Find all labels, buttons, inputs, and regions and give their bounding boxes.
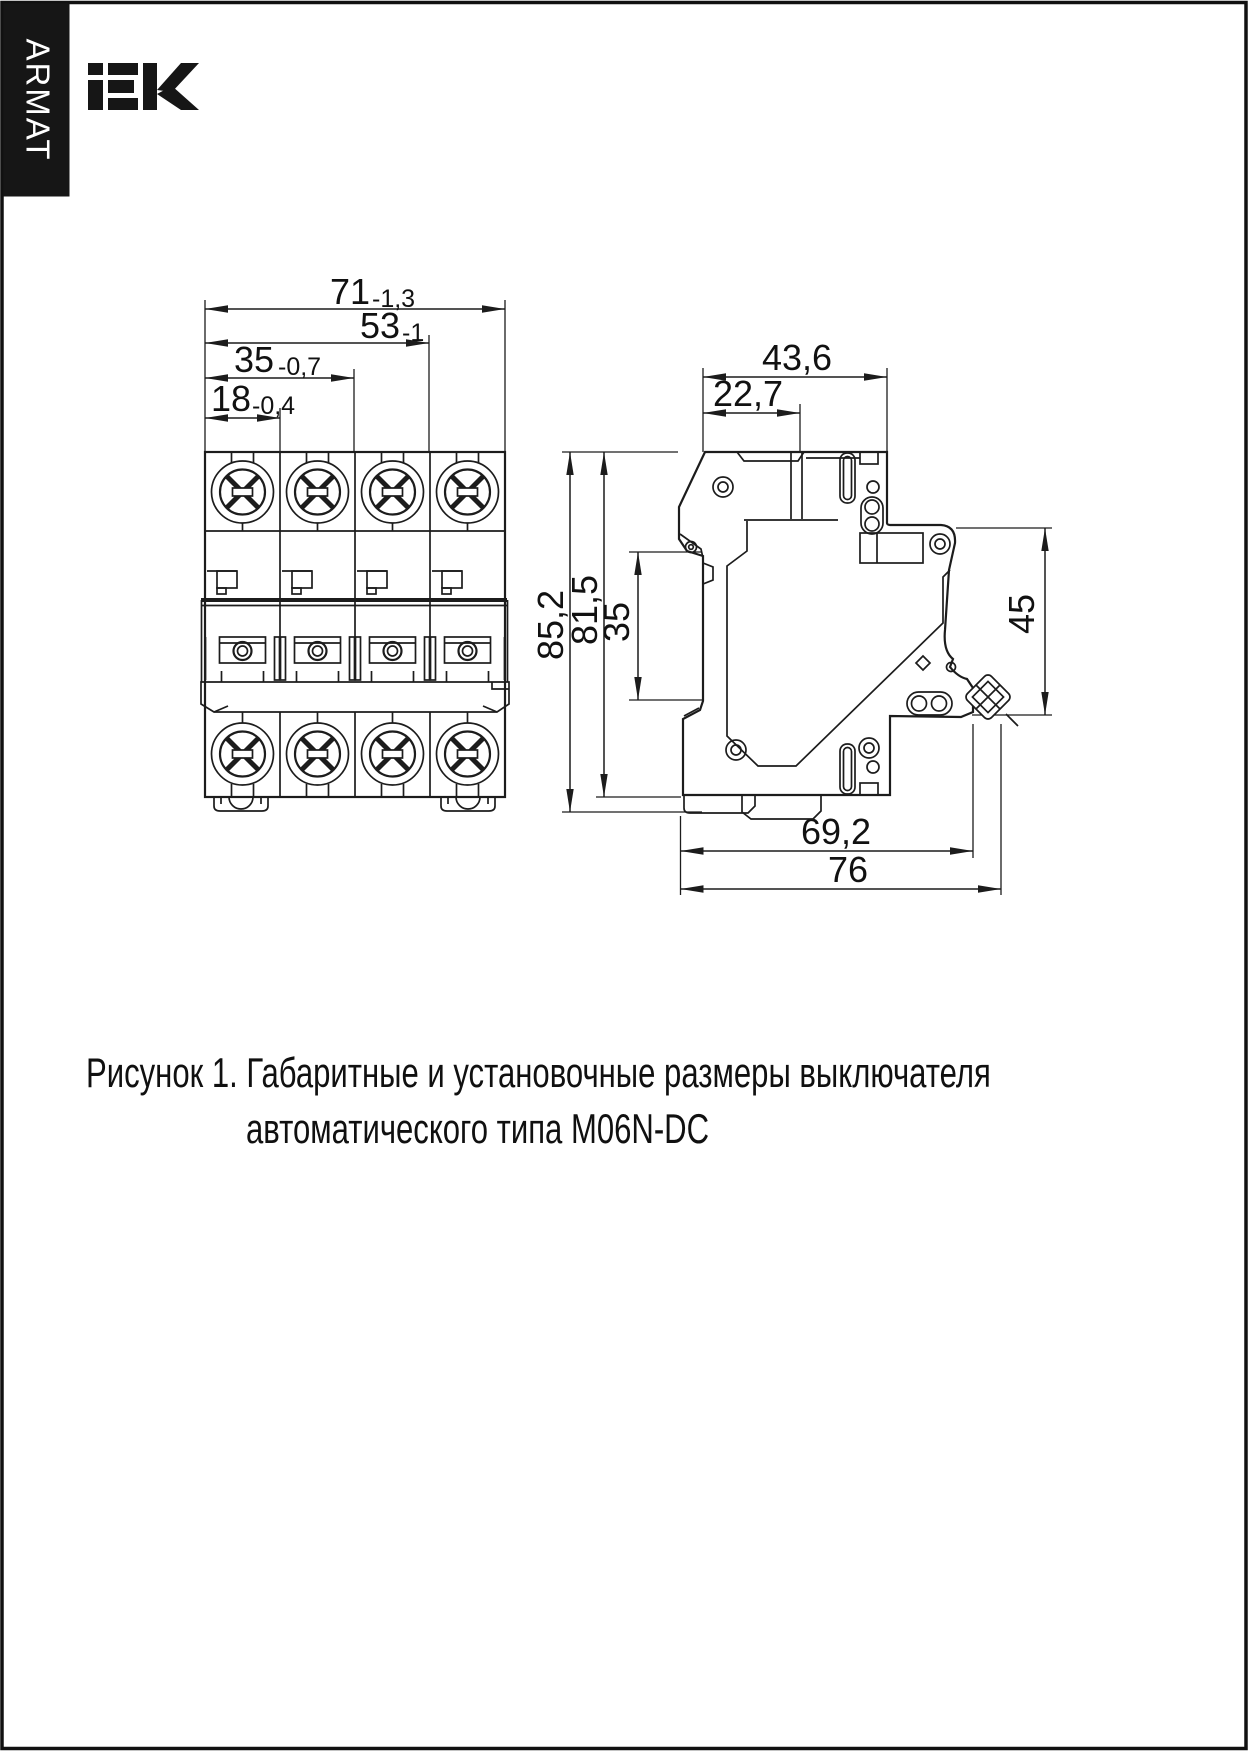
iek-logo	[88, 63, 199, 110]
dimension-label-35: 35	[233, 339, 275, 380]
tolerance-label-35: -0,7	[278, 353, 322, 381]
dimension-label-22-7: 22,7	[712, 373, 784, 414]
dimension-label-18: 18	[210, 378, 252, 419]
dimension-label-53: 53	[359, 305, 401, 346]
dimension-label-45: 45	[1001, 593, 1042, 635]
din-clip-right	[441, 797, 495, 811]
breaker-side-body	[679, 452, 1018, 819]
dimension-label-43-6: 43,6	[761, 337, 833, 378]
tolerance-label-71: -1,3	[372, 285, 416, 313]
tolerance-label-53: -1	[402, 319, 425, 347]
din-clip-left	[214, 797, 268, 811]
breaker-front-body	[201, 452, 509, 811]
page-border	[2, 3, 1246, 1749]
front-view-drawing	[201, 271, 509, 811]
dimension-label-71: 71	[329, 271, 371, 312]
figure-caption	[86, 1049, 991, 1152]
dimension-label-69-2: 69,2	[800, 811, 872, 852]
side-view-drawing	[530, 337, 1052, 895]
dimension-label-76: 76	[827, 849, 869, 890]
dimension-label-35-din: 35	[596, 601, 637, 643]
tolerance-label-18: -0,4	[252, 392, 296, 420]
din-clip-side	[684, 795, 755, 813]
armat-brand-bar	[4, 4, 70, 197]
dimension-label-85-2: 85,2	[530, 589, 571, 661]
caption-line-2: автоматического типа M06N-DC	[246, 1105, 710, 1153]
dimension-label-81-5: 81,5	[564, 574, 605, 646]
handle-tie-bar	[201, 682, 509, 712]
brand-vertical-text: ARMAT	[19, 38, 57, 162]
handle-row	[206, 637, 505, 682]
caption-line-1: Рисунок 1. Габаритные и установочные размеры выключателя	[86, 1049, 991, 1097]
